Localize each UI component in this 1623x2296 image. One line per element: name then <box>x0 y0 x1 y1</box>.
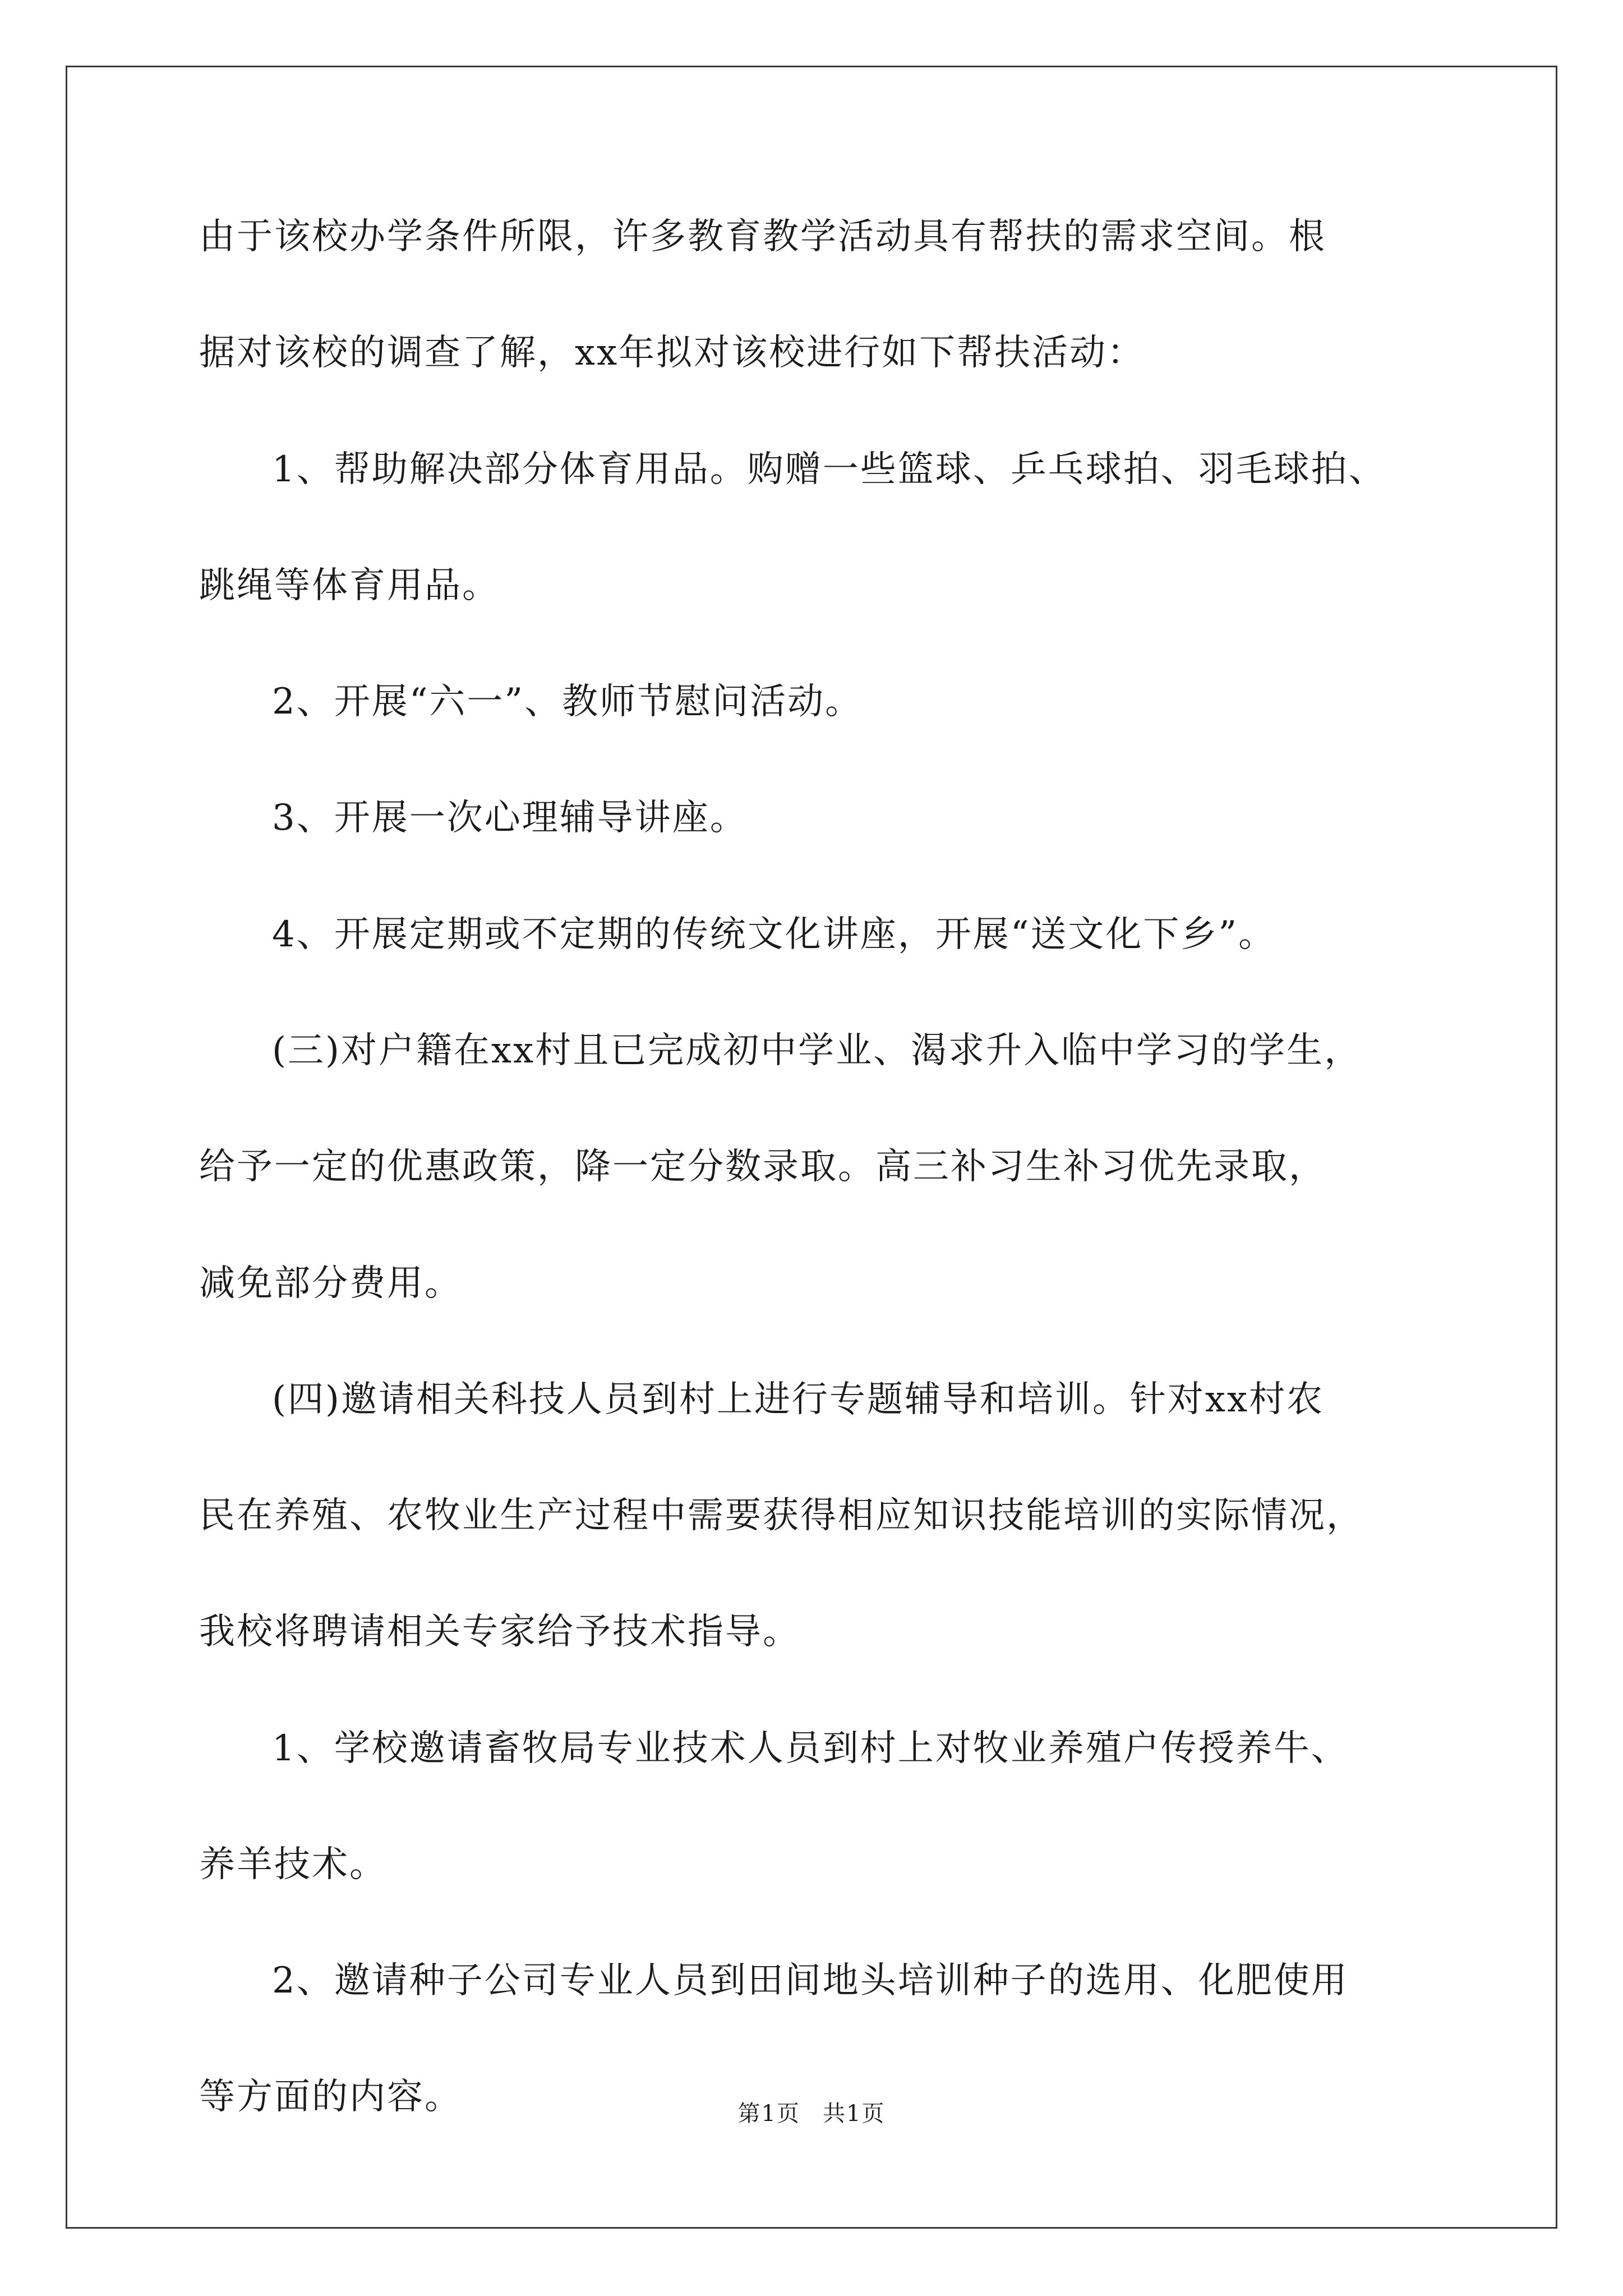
text-line: 我校将聘请相关专家给予技术指导。 <box>199 1611 800 1653</box>
text-line: 4、开展定期或不定期的传统文化讲座，开展“送文化下乡”。 <box>272 914 1276 955</box>
page-footer <box>0 2097 1623 2131</box>
text-line: 2、邀请种子公司专业人员到田间地头培训种子的选用、化肥使用 <box>272 1960 1349 2001</box>
text-line: 养羊技术。 <box>199 1844 387 1885</box>
text-line: 民在养殖、农牧业生产过程中需要获得相应知识技能培训的实际情况， <box>199 1495 1364 1536</box>
text-line: 减免部分费用。 <box>199 1263 462 1304</box>
text-line: 给予一定的优惠政策，降一定分数录取。高三补习生补习优先录取， <box>199 1146 1326 1188</box>
text-line: 等方面的内容。 <box>199 2076 462 2118</box>
text-line: 由于该校办学条件所限，许多教育教学活动具有帮扶的需求空间。根 <box>199 216 1326 257</box>
text-line: (三)对户籍在xx村且已完成初中学业、渴求升入临中学习的学生， <box>272 1030 1362 1071</box>
text-line: 1、学校邀请畜牧局专业技术人员到村上对牧业养殖户传授养牛、 <box>272 1728 1349 1769</box>
page-total: 共1页 <box>823 2101 886 2127</box>
text-line: 3、开展一次心理辅导讲座。 <box>272 797 748 839</box>
text-line: (四)邀请相关科技人员到村上进行专题辅导和培训。针对xx村农 <box>272 1379 1325 1420</box>
text-line: 2、开展“六一”、教师节慰问活动。 <box>272 681 863 723</box>
text-line: 跳绳等体育用品。 <box>199 565 500 606</box>
page-number: 第1页 <box>737 2101 800 2127</box>
text-line: 1、帮助解决部分体育用品。购赠一些篮球、乒乓球拍、羽毛球拍、 <box>272 449 1386 490</box>
text-line: 据对该校的调查了解，xx年拟对该校进行如下帮扶活动： <box>199 332 1145 374</box>
